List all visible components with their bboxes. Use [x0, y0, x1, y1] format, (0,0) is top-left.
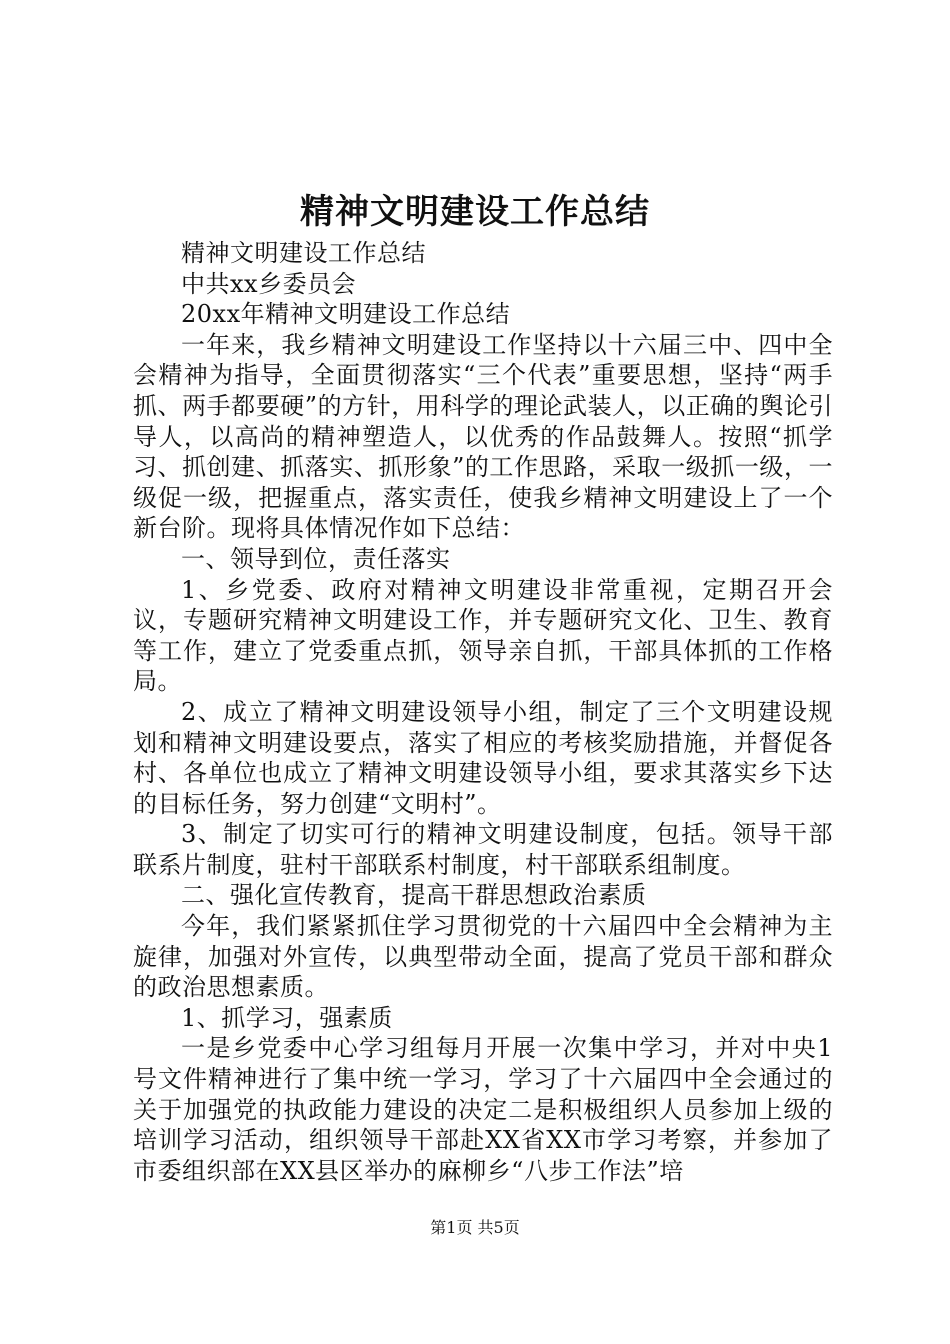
paragraph-item-2: 2、成立了精神文明建设领导小组，制定了三个文明建设规划和精神文明建设要点，落实了相应的考核奖励措施，并督促各村、各单位也成立了精神文明建设领导小组，要求其落实乡下达的目标任务，努力创建“文明村”。 — [133, 697, 833, 818]
paragraph-organization: 中共xx乡委员会 — [181, 269, 357, 298]
paragraph-item-3: 3、制定了切实可行的精神文明建设制度，包括。领导干部联系片制度，驻村干部联系村制度，村干部联系组制度。 — [133, 820, 833, 879]
document-body — [133, 238, 833, 1186]
section-heading-2: 二、强化宣传教育，提高干群思想政治素质 — [181, 881, 647, 910]
paragraph-item-1: 1、乡党委、政府对精神文明建设非常重视，定期召开会议，专题研究精神文明建设工作，并专题研究文化、卫生、教育等工作，建立了党委重点抓，领导亲自抓，干部具体抓的工作格局。 — [133, 575, 833, 696]
paragraph-study: 一是乡党委中心学习组每月开展一次集中学习，并对中央1号文件精神进行了集中统一学习，学习了十六届四中全会通过的关于加强党的执政能力建设的决定二是积极组织人员参加上级的培训学习活动，组织领导干部赴XX省XX市学习考察，并参加了市委组织部在XX县区举办的麻柳乡“八步工作法”培 — [133, 1034, 833, 1185]
paragraph-subtitle: 20xx年精神文明建设工作总结 — [181, 300, 511, 329]
subsection-heading-1: 1、抓学习，强素质 — [181, 1003, 393, 1032]
paragraph-intro: 一年来，我乡精神文明建设工作坚持以十六届三中、四中全会精神为指导，全面贯彻落实“三个代表”重要思想，坚持“两手抓、两手都要硬”的方针，用科学的理论武装人，以正确的舆论引导人，以高尚的精神塑造人，以优秀的作品鼓舞人。按照“抓学习、抓创建、抓落实、抓形象”的工作思路，采取一级抓一级，一级促一级，把握重点，落实责任，使我乡精神文明建设上了一个新台阶。现将具体情况作如下总结： — [133, 330, 833, 543]
document-title: 精神文明建设工作总结 — [300, 192, 650, 232]
paragraph-heading: 精神文明建设工作总结 — [181, 239, 426, 267]
section-heading-1: 一、领导到位，责任落实 — [181, 544, 451, 573]
paragraph-section-2-intro: 今年，我们紧紧抓住学习贯彻党的十六届四中全会精神为主旋律，加强对外宣传，以典型带动全面，提高了党员干部和群众的政治思想素质。 — [133, 912, 833, 1002]
page-footer: 第1页 共5页 — [430, 1218, 520, 1237]
